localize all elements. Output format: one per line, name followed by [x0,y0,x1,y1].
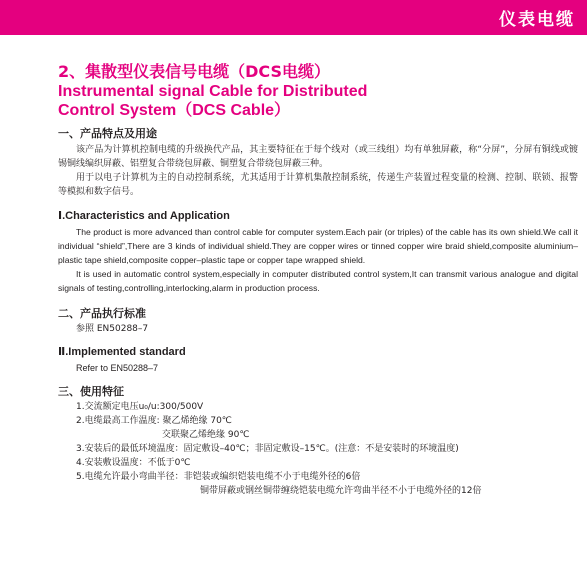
section3-item-5-cont: 铜带屏蔽或钢丝铜带缠绕铠装电缆允许弯曲半径不小于电缆外径的12倍 [200,486,482,496]
section2-en-text: Refer to EN50288–7 [76,363,159,373]
document-body [58,62,578,498]
section3-item-4: 4.安装敷设温度：不低于0℃ [76,458,191,468]
section2-title: 二、产品执行标准 [58,307,146,320]
section3-item-2-cont: 交联聚乙烯绝缘 90℃ [162,430,250,440]
top-banner [0,0,587,35]
section1-en-paragraph-1: The product is more advanced than control cable for computer system.Each pair (or triples) of the cable has its own shield.We call it individual “shield”,There are 3 kinds of individual shield.They are copper wires or tinned copper wire braid shield,composite aluminium–plastic tape shield,composite copper–plastic tape or copper tape wrapped shield. [58,227,578,265]
heading-en-line2: Control System（DCS Cable） [58,102,291,119]
section3-title: 三、使用特征 [58,385,124,398]
section3-item-3: 3.安装后的最低环境温度：固定敷设–40℃；非固定敷设–15℃。(注意：不是安装时的环境温度) [76,444,459,454]
section3-item-5: 5.电缆允许最小弯曲半径：非铠装或编织铠装电缆不小于电缆外径的6倍 [76,472,361,482]
section1-title: 一、产品特点及用途 [58,127,157,140]
section2-en-title: Ⅱ.Implemented standard [58,346,186,358]
banner-title: 仪表电缆 [499,10,575,30]
heading-cn: 2、集散型仪表信号电缆（DCS电缆） [58,62,330,81]
section1-en-title: Ⅰ.Characteristics and Application [58,210,230,222]
section3-item-2: 2.电缆最高工作温度: 聚乙烯绝缘 70℃ [76,416,232,426]
section1-en-paragraph-2: It is used in automatic control system,especially in computer distributed control system,It can transmit various analogue and digital signals of testing,controlling,interlocking,alarm in production process. [58,269,578,293]
section2-text: 参照 EN50288–7 [76,324,149,334]
section1-paragraph-2: 用于以电子计算机为主的自动控制系统，尤其适用于计算机集散控制系统，传递生产装置过程变量的检测、控制、联锁、报警等模拟和数字信号。 [58,173,578,197]
heading-en-line1: Instrumental signal Cable for Distributed [58,83,368,100]
section1-paragraph-1: 该产品为计算机控制电缆的升级换代产品，其主要特征在于每个线对（或三线组）均有单独屏蔽，称“分屏”，分屏有铜线或镀锡铜线编织屏蔽、铝塑复合带绕包屏蔽、铜塑复合带绕包屏蔽三种。 [58,145,578,169]
section3-item-1: 1.交流额定电压u₀/u:300/500V [76,402,204,412]
